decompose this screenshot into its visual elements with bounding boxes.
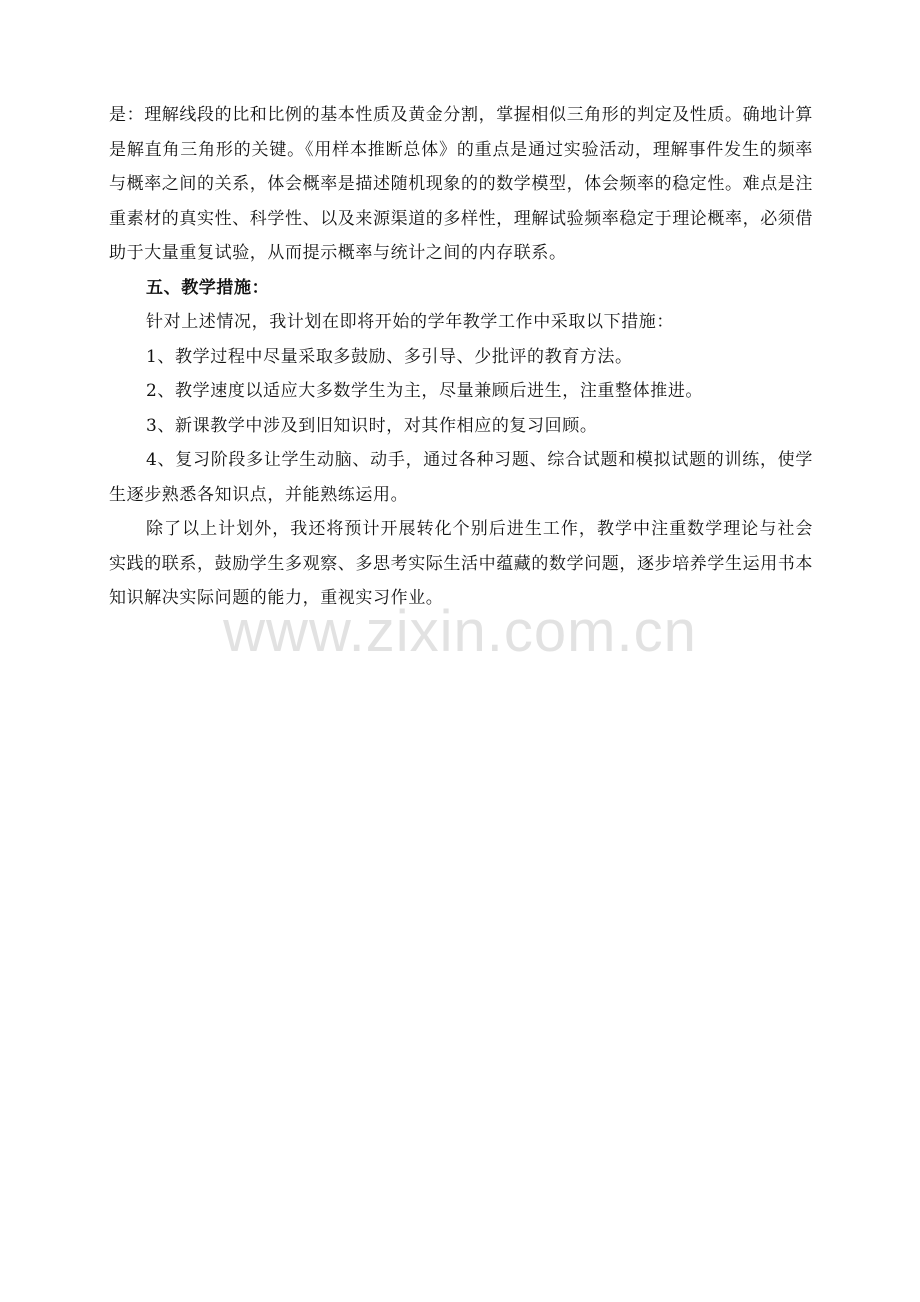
measure-item-4: 4、复习阶段多让学生动脑、动手，通过各种习题、综合试题和模拟试题的训练，使学生逐步熟悉各知识点，并能熟练运用。 <box>109 450 813 505</box>
measure-item-2: 2、教学速度以适应大多数学生为主，尽量兼顾后进生，注重整体推进。 <box>146 381 704 401</box>
measure-item-3: 3、新课教学中涉及到旧知识时，对其作相应的复习回顾。 <box>146 415 598 436</box>
measures-intro: 针对上述情况，我计划在即将开始的学年教学工作中采取以下措施： <box>146 312 674 332</box>
continuation-paragraph: 是：理解线段的比和比例的基本性质及黄金分割，掌握相似三角形的判定及性质。确地计算是解直角三角形的关键。《用样本推断总体》的重点是通过实验活动，理解事件发生的频率与概率之间的关系，体会概率是描述随机现象的的数学模型，体会频率的稳定性。难点是注重素材的真实性、科学性、以及来源渠道的多样性，理解试验频率稳定于理论概率，必须借助于大量重复试验，从而提示概率与统计之间的内存联系。 <box>109 105 813 263</box>
section-heading: 五、教学措施： <box>146 277 270 298</box>
document-body <box>109 98 813 616</box>
closing-paragraph: 除了以上计划外，我还将预计开展转化个别后进生工作，教学中注重数学理论与社会实践的联系，鼓励学生多观察、多思考实际生活中蕴藏的数学问题，逐步培养学生运用书本知识解决实际问题的能力，重视实习作业。 <box>109 519 813 608</box>
watermark-text: www.zixin.com.cn <box>223 599 697 664</box>
measure-item-1: 1、教学过程中尽量采取多鼓励、多引导、少批评的教育方法。 <box>146 346 633 367</box>
